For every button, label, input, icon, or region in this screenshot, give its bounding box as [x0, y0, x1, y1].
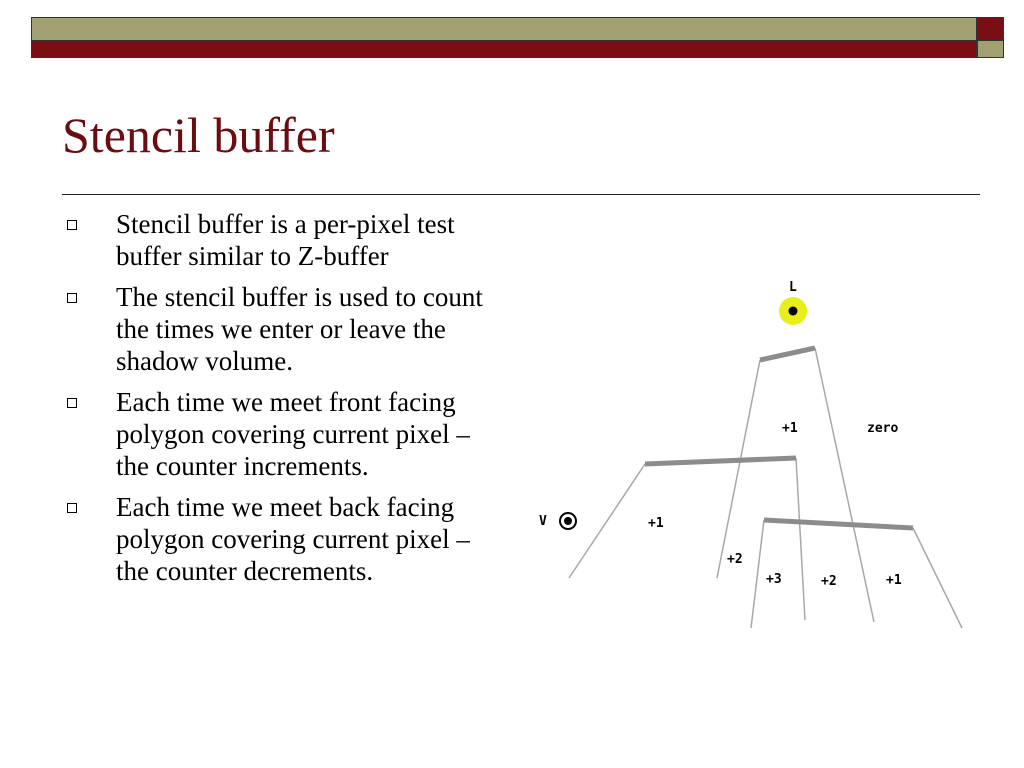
viewer-label: V: [539, 514, 547, 529]
header-bar-olive: [31, 17, 977, 41]
bullet-item: [64, 281, 504, 377]
region-label-zero: zero: [867, 421, 899, 436]
square-bullet-icon: [67, 398, 77, 408]
region-label-plus3: +3: [766, 572, 782, 587]
occluder-top: [760, 348, 815, 360]
shadow-edge-line: [913, 528, 962, 628]
bullet-item: [64, 386, 504, 482]
bullet-text: Each time we meet back facing polygon covering current pixel – the counter decrements.: [116, 492, 470, 586]
region-label-plus2-left: +2: [727, 552, 743, 567]
bullet-item: [64, 491, 504, 587]
header-bar-maroon: [31, 41, 977, 58]
shadow-edge-line: [796, 458, 805, 620]
bullet-list: [64, 208, 504, 596]
occluder-middle: [645, 458, 796, 464]
header-square-olive: [977, 41, 1004, 58]
region-label-plus1-right: +1: [886, 573, 902, 588]
square-bullet-icon: [67, 503, 77, 513]
shadow-volume-diagram: [520, 260, 990, 640]
bullet-text: The stencil buffer is used to count the times we enter or leave the shadow volume.: [116, 282, 483, 376]
header-square-maroon: [977, 17, 1004, 41]
header-band: [0, 0, 1024, 70]
square-bullet-icon: [67, 293, 77, 303]
occluders: [645, 348, 913, 528]
slide-title: Stencil buffer: [62, 107, 335, 163]
bullet-text: Stencil buffer is a per-pixel test buffer similar to Z-buffer: [116, 209, 455, 271]
region-label-plus1-upper: +1: [782, 421, 798, 436]
light-label: L: [789, 280, 797, 295]
bullet-item: [64, 208, 504, 272]
bullet-text: Each time we meet front facing polygon covering current pixel – the counter increments.: [116, 387, 470, 481]
light-source-icon: [789, 307, 798, 316]
region-label-plus2-mid: +2: [821, 574, 837, 589]
viewer-pupil-icon: [564, 517, 572, 525]
shadow-edge-line: [751, 520, 764, 628]
shadow-edge-line: [569, 464, 645, 578]
square-bullet-icon: [67, 220, 77, 230]
occluder-bottom: [764, 520, 913, 528]
shadow-edge-line: [717, 360, 760, 578]
title-divider: [62, 194, 980, 195]
region-label-plus1-left: +1: [648, 516, 664, 531]
